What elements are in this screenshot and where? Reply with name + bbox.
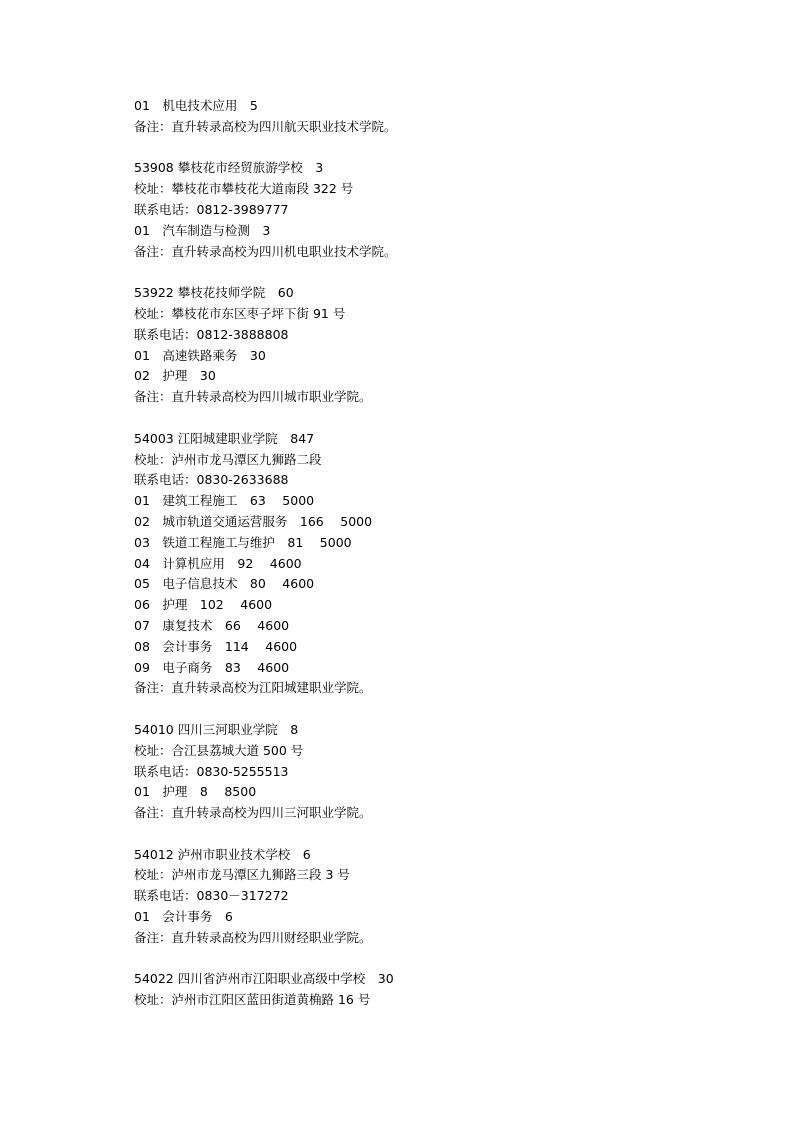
paragraph-gap [134,699,754,720]
text-line: 07 康复技术 66 4600 [134,617,290,633]
text-line: 校址：泸州市龙马潭区九狮路三段 3 号 [134,867,350,883]
text-line: 06 护理 102 4600 [134,597,273,613]
school-entry [134,96,754,138]
paragraph-gap [134,949,754,970]
text-line: 校址：泸州市龙马潭区九狮路二段 [134,451,322,467]
text-line: 备注：直升转录高校为四川三河职业学院。 [134,805,372,821]
text-line: 校址：泸州市江阳区蓝田街道黄桷路 16 号 [134,992,371,1008]
text-line: 01 机电技术应用 5 [134,98,258,113]
text-line: 02 护理 30 [134,368,216,384]
school-entry [134,969,754,1011]
text-line: 08 会计事务 114 4600 [134,638,298,654]
text-line: 53922 攀枝花技师学院 60 [134,285,294,301]
text-line: 联系电话：0812-3989777 [134,201,289,217]
school-entry [134,283,754,408]
school-entry [134,720,754,824]
text-line: 联系电话：0812-3888808 [134,326,289,342]
text-line: 01 汽车制造与检测 3 [134,222,271,238]
text-line: 备注：直升转录高校为四川财经职业学院。 [134,929,372,945]
text-line: 09 电子商务 83 4600 [134,659,290,675]
text-line: 联系电话：0830-5255513 [134,763,289,779]
text-line: 备注：直升转录高校为四川机电职业技术学院。 [134,243,397,259]
text-line: 校址：攀枝花市攀枝花大道南段 322 号 [134,181,354,197]
text-line: 01 高速铁路乘务 30 [134,347,266,363]
text-line: 联系电话：0830－317272 [134,888,289,904]
text-line: 01 护理 8 8500 [134,784,257,800]
paragraph-gap [134,824,754,845]
text-line: 53908 攀枝花市经贸旅游学校 3 [134,160,324,176]
paragraph-gap [134,262,754,283]
text-line: 04 计算机应用 92 4600 [134,555,302,571]
text-line: 备注：直升转录高校为四川城市职业学院。 [134,389,372,405]
school-entry [134,158,754,262]
paragraph-gap [134,408,754,429]
school-entry [134,845,754,949]
text-line: 05 电子信息技术 80 4600 [134,576,315,592]
text-line: 54003 江阳城建职业学院 847 [134,430,315,446]
text-line: 54012 泸州市职业技术学校 6 [134,846,311,862]
text-line: 01 建筑工程施工 63 5000 [134,493,315,509]
text-line: 54010 四川三河职业学院 8 [134,721,299,737]
text-line: 联系电话：0830-2633688 [134,472,289,488]
paragraph-gap [134,138,754,159]
text-line: 03 铁道工程施工与维护 81 5000 [134,534,352,550]
document-body [134,96,754,1011]
text-line: 校址：攀枝花市东区枣子坪下街 91 号 [134,305,346,321]
text-line: 02 城市轨道交通运营服务 166 5000 [134,513,373,529]
text-line: 备注：直升转录高校为江阳城建职业学院。 [134,680,372,696]
school-entry [134,429,754,699]
text-line: 校址：合江县荔城大道 500 号 [134,742,304,758]
text-line: 01 会计事务 6 [134,909,233,925]
text-line: 54022 四川省泸州市江阳职业高级中学校 30 [134,971,394,987]
text-line: 备注：直升转录高校为四川航天职业技术学院。 [134,118,397,134]
